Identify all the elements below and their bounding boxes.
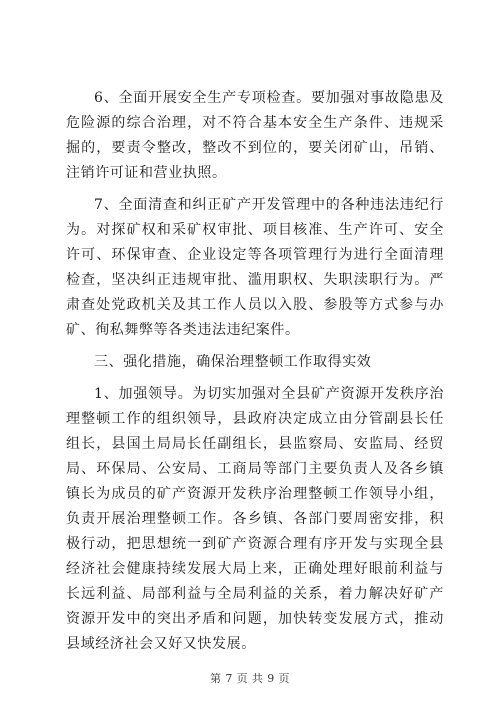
section-heading: 三、强化措施，确保治理整顿工作取得实效 [94,354,372,370]
document-body [66,86,444,664]
page-footer: 第 7 页 共 9 页 [210,672,290,685]
paragraph-strengthen-leadership: 1、加强领导。为切实加强对全县矿产资源开发秩序治理整顿工作的组织领导，县政府决定成立由分管副县长任组长，县国土局局长任副组长，县监察局、安监局、经贸局、环保局、公安局、工商局等部门主要负责人及各乡镇镇长为成员的矿产资源开发秩序治理整顿工作领导小组，负责开展治理整顿工作。各乡镇、各部门要周密安排，积极行动，把思想统一到矿产资源合理有序开发与实现全县经济社会健康持续发展大局上来，正确处理好眼前利益与长远利益、局部利益与全局利益的关系，着力解决好矿产资源开发中的突出矛盾和问题，加快转变发展方式，推动县域经济社会又好又快发展。 [66,386,444,652]
paragraph-item-7: 7、全面清查和纠正矿产开发管理中的各种违法违纪行为。对探矿权和采矿权审批、项目核准、生产许可、安全许可、环保审查、企业设定等各项管理行为进行全面清理检查，坚决纠正违规审批、滥用职权、失职渎职行为。严肃查处党政机关及其工作人员以入股、参股等方式参与办矿、徇私舞弊等各类违法违纪案件。 [66,197,444,338]
paragraph-item-6: 6、全面开展安全生产专项检查。要加强对事故隐患及危险源的综合治理，对不符合基本安全生产条件、违规采掘的，要责令整改，整改不到位的，要关闭矿山，吊销、注销许可证和营业执照。 [66,90,444,181]
